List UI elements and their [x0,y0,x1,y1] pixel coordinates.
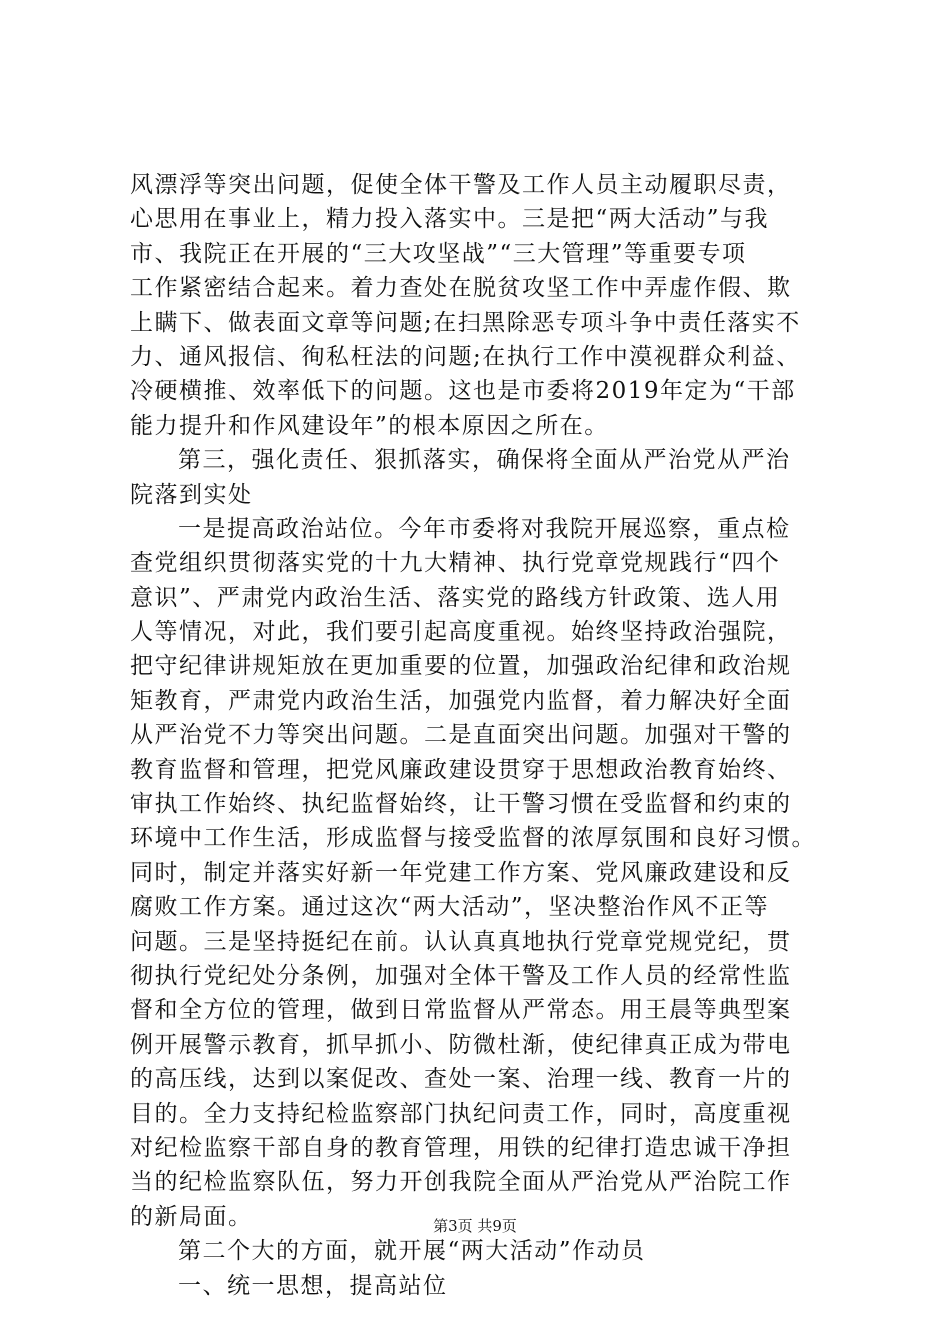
document-body [130,168,830,1303]
text-line: 审执工作始终、执纪监督始终，让干警习惯在受监督和约束的 [130,791,792,818]
text-line: 一、统一思想，提高站位 [178,1272,448,1299]
text-line: 环境中工作生活，形成监督与接受监督的浓厚氛围和良好习惯。 [130,825,816,852]
text-line: 把守纪律讲规矩放在更加重要的位置，加强政治纪律和政治规 [130,653,792,680]
text-line: 的高压线，达到以案促改、查处一案、治理一线、教育一片的 [130,1066,792,1093]
text-line: 当的纪检监察队伍，努力开创我院全面从严治党从严治院工作 [130,1169,792,1196]
text-line: 矩教育，严肃党内政治生活，加强党内监督，着力解决好全面 [130,687,792,714]
text-line: 例开展警示教育，抓早抓小、防微杜渐，使纪律真正成为带电 [130,1031,792,1058]
text-line: 问题。三是坚持挺纪在前。认认真真地执行党章党规党纪，贯 [130,928,792,955]
text-line: 人等情况，对此，我们要引起高度重视。始终坚持政治强院， [130,619,792,646]
text-line: 能力提升和作风建设年”的根本原因之所在。 [130,412,609,439]
text-line: 同时，制定并落实好新一年党建工作方案、党风廉政建设和反 [130,859,792,886]
text-line: 对纪检监察干部自身的教育管理，用铁的纪律打造忠诚干净担 [130,1134,792,1161]
text-line: 意识”、严肃党内政治生活、落实党的路线方针政策、选人用 [130,584,781,611]
text-line: 从严治党不力等突出问题。二是直面突出问题。加强对干警的 [130,722,792,749]
page-footer: 第3页 共9页 [433,1217,517,1235]
text-line: 目的。全力支持纪检监察部门执纪问责工作，同时，高度重视 [130,1100,792,1127]
text-line: 腐败工作方案。通过这次“两大活动”，坚决整治作风不正等 [130,894,770,921]
text-line: 教育监督和管理，把党风廉政建设贯穿于思想政治教育始终、 [130,756,792,783]
text-line: 第二个大的方面，就开展“两大活动”作动员 [178,1238,646,1265]
text-line: 院落到实处 [130,481,253,508]
text-line: 冷硬横推、效率低下的问题。这也是市委将2019年定为“干部 [130,378,796,405]
text-line: 彻执行党纪处分条例，加强对全体干警及工作人员的经常性监 [130,962,792,989]
text-line: 一是提高政治站位。今年市委将对我院开展巡察，重点检 [178,515,791,542]
text-line: 上瞒下、做表面文章等问题;在扫黑除恶专项斗争中责任落实不 [130,309,801,336]
text-line: 的新局面。 [130,1203,253,1230]
text-line: 督和全方位的管理，做到日常监督从严常态。用王晨等典型案 [130,997,792,1024]
text-line: 力、通风报信、徇私枉法的问题;在执行工作中漠视群众利益、 [130,343,801,370]
text-line: 市、我院正在开展的“三大攻坚战”“三大管理”等重要专项 [130,240,747,267]
text-line: 风漂浮等突出问题，促使全体干警及工作人员主动履职尽责， [130,172,792,198]
text-line: 工作紧密结合起来。着力查处在脱贫攻坚工作中弄虚作假、欺 [130,275,792,302]
text-line: 第三，强化责任、狠抓落实，确保将全面从严治党从严治 [178,447,791,474]
text-line: 查党组织贯彻落实党的十九大精神、执行党章党规践行“四个 [130,550,781,577]
text-line: 心思用在事业上，精力投入落实中。三是把“两大活动”与我 [130,206,770,233]
